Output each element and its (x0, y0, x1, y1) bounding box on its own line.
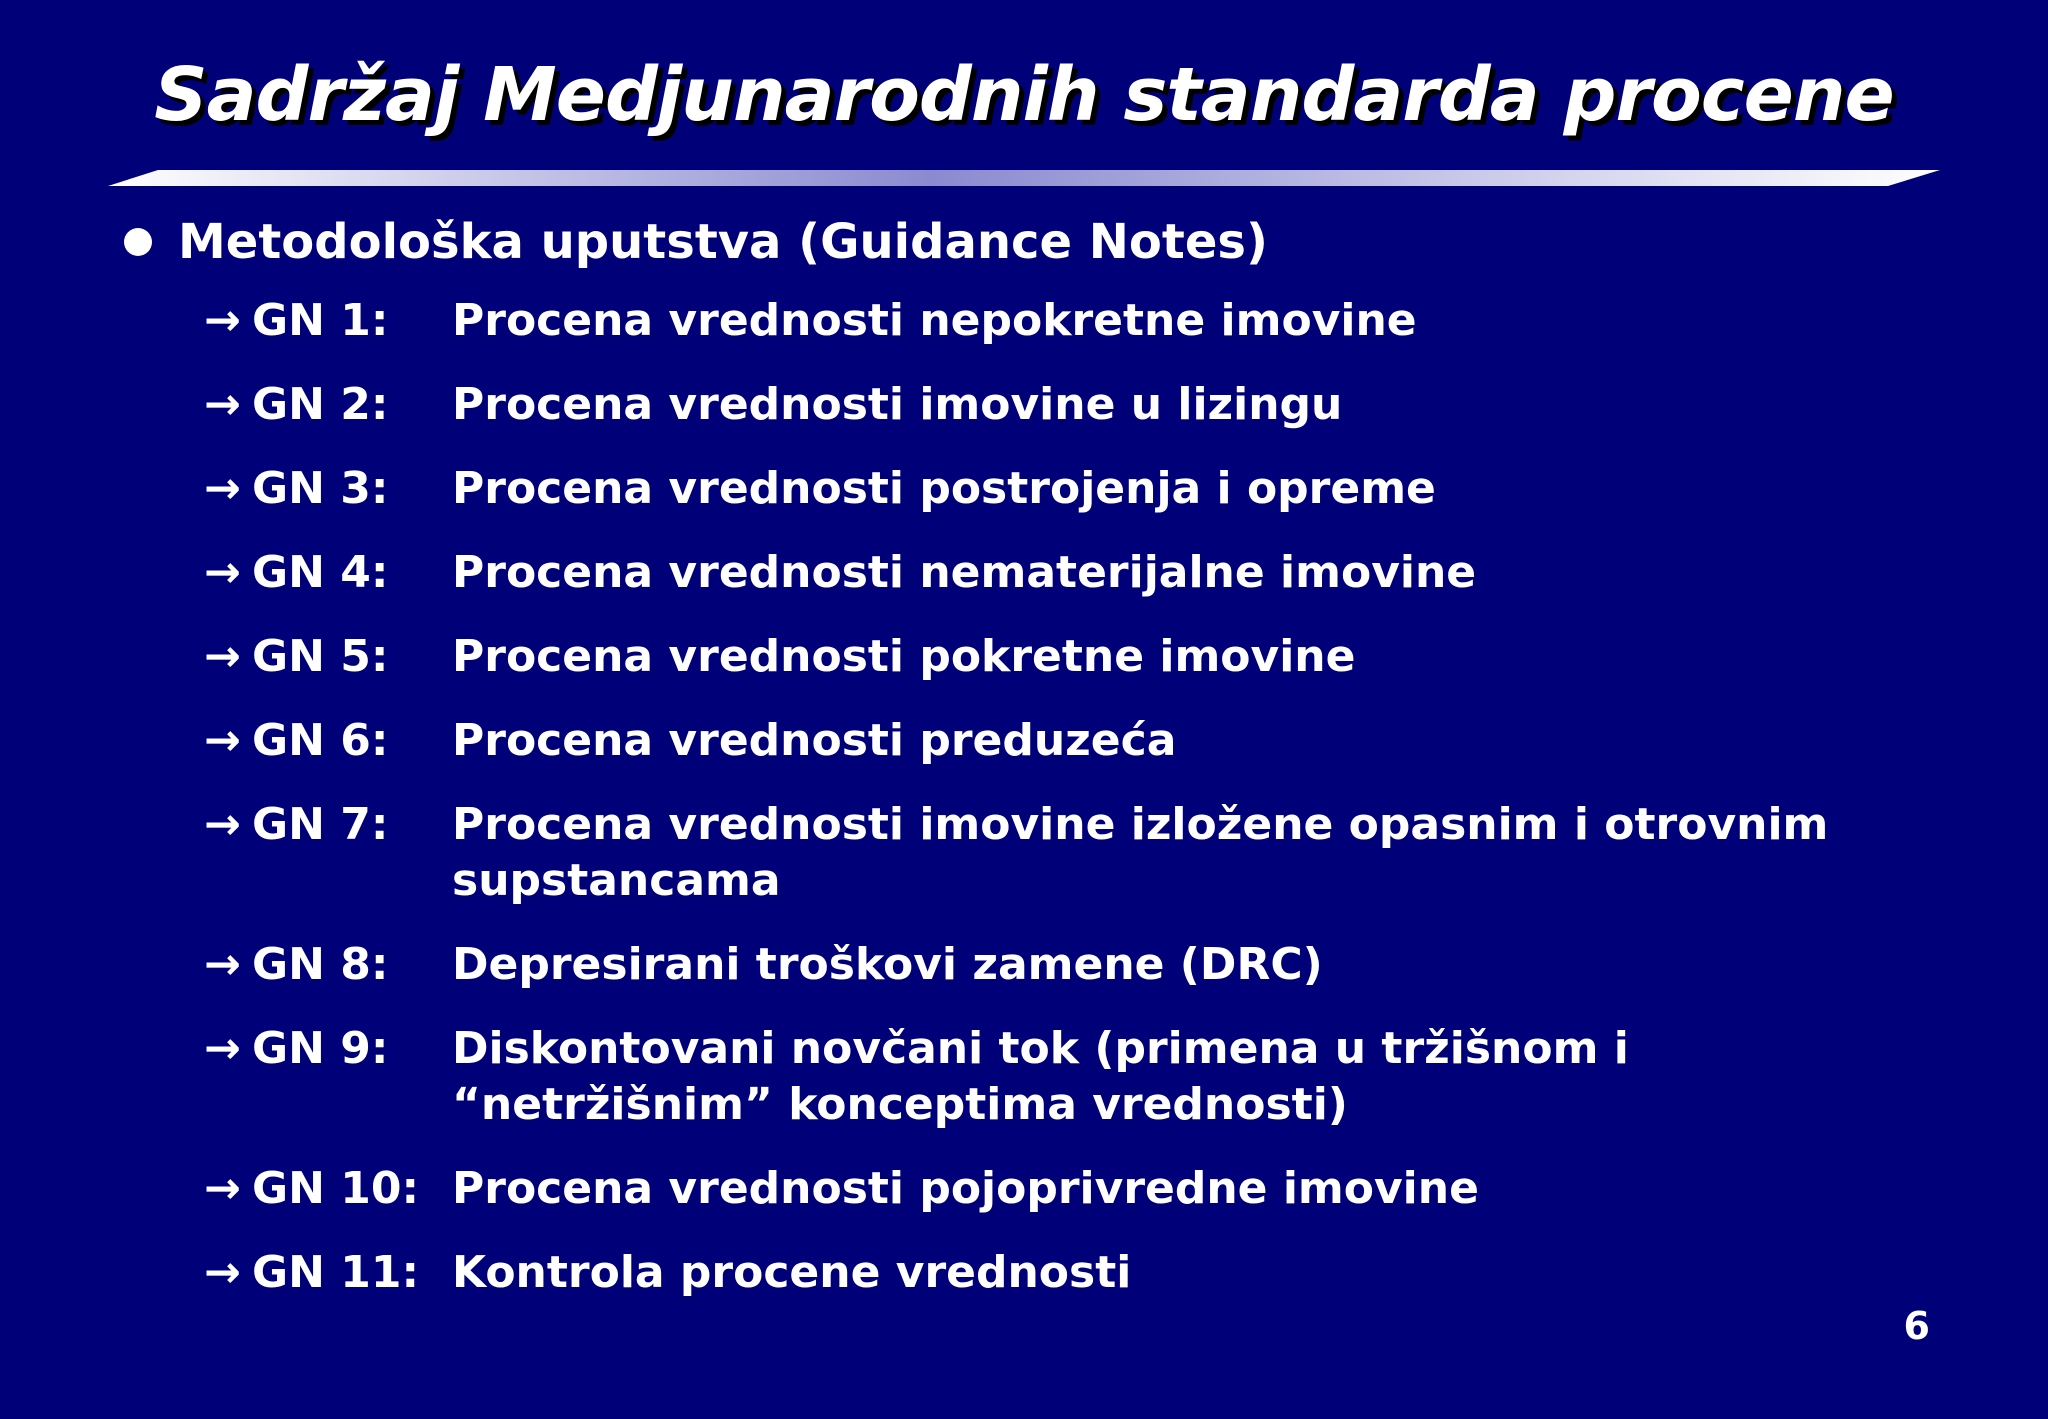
bullet-dot-icon (124, 228, 152, 256)
list-item (204, 293, 1902, 349)
gn-code: GN 1: (252, 295, 389, 346)
arrow-right-icon: → (204, 939, 241, 990)
gn-description: Procena vrednosti pokretne imovine (452, 631, 1356, 682)
slide-title: Sadržaj Medjunarodnih standarda procene (154, 52, 1894, 138)
list-item (204, 629, 1902, 685)
gn-code: GN 4: (252, 547, 389, 598)
list-item (204, 461, 1902, 517)
list-item (204, 937, 1902, 993)
gn-code: GN 10: (252, 1163, 420, 1214)
arrow-right-icon: → (204, 1247, 241, 1298)
list-item (204, 713, 1902, 769)
gn-code: GN 11: (252, 1247, 420, 1298)
gn-description: Procena vrednosti imovine izložene opasnim i otrovnim supstancama (452, 799, 1829, 906)
gn-code: GN 8: (252, 939, 389, 990)
gn-description: Diskontovani novčani tok (primena u tržišnom i “netržišnim” konceptima vrednosti) (452, 1023, 1629, 1130)
arrow-right-icon: → (204, 631, 241, 682)
gn-code: GN 9: (252, 1023, 389, 1074)
arrow-right-icon: → (204, 547, 241, 598)
list-item (204, 545, 1902, 601)
list-item (204, 797, 1902, 909)
gn-description: Procena vrednosti nematerijalne imovine (452, 547, 1477, 598)
gn-description: Kontrola procene vrednosti (452, 1247, 1132, 1298)
list-item (204, 1021, 1902, 1133)
arrow-right-icon: → (204, 379, 241, 430)
list-item (204, 1161, 1902, 1217)
page-number: 6 (1903, 1304, 1930, 1348)
list-item (204, 1245, 1902, 1301)
arrow-right-icon: → (204, 799, 241, 850)
title-divider (108, 170, 1940, 190)
gn-description: Depresirani troškovi zamene (DRC) (452, 939, 1323, 990)
gn-description: Procena vrednosti preduzeća (452, 715, 1177, 766)
arrow-right-icon: → (204, 295, 241, 346)
arrow-right-icon: → (204, 715, 241, 766)
main-bullet (124, 210, 1268, 274)
guidance-notes-list (204, 293, 1902, 1329)
gn-description: Procena vrednosti nepokretne imovine (452, 295, 1417, 346)
gn-code: GN 3: (252, 463, 389, 514)
gn-description: Procena vrednosti postrojenja i opreme (452, 463, 1436, 514)
list-item (204, 377, 1902, 433)
gn-code: GN 7: (252, 799, 389, 850)
gn-code: GN 6: (252, 715, 389, 766)
gn-code: GN 2: (252, 379, 389, 430)
arrow-right-icon: → (204, 463, 241, 514)
arrow-right-icon: → (204, 1023, 241, 1074)
arrow-right-icon: → (204, 1163, 241, 1214)
gn-description: Procena vrednosti imovine u lizingu (452, 379, 1343, 430)
gn-description: Procena vrednosti pojoprivredne imovine (452, 1163, 1479, 1214)
gn-code: GN 5: (252, 631, 389, 682)
main-bullet-text: Metodološka uputstva (Guidance Notes) (178, 214, 1268, 270)
